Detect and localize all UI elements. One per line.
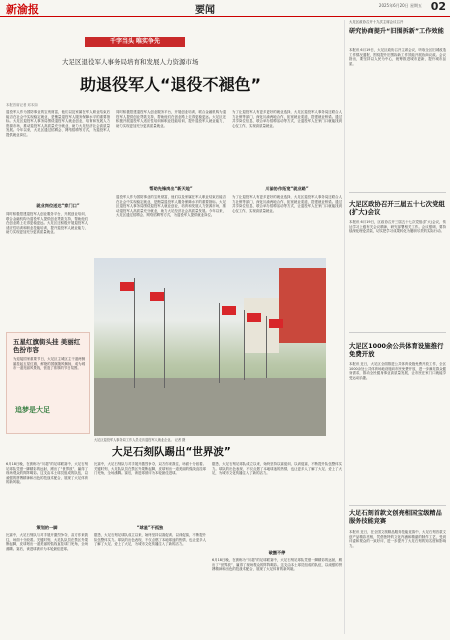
red-flag <box>150 292 164 301</box>
photo-caption: 大足区退役军人事务局工作人员走访退役军人就业企业。 记者 摄 <box>94 438 186 442</box>
newspaper-logo: 新渝报 <box>6 3 39 16</box>
flag-pole <box>164 288 165 388</box>
column-divider <box>344 20 345 634</box>
right-divider <box>349 192 446 193</box>
main-column-3b: 为了让退役军人有更多更好的就业选择，大足区退役军人事务局还联合人力社保等部门，深化川渝两地合作，拓宽就业渠道，搭建就业桥梁。通过共享岗位信息、联合举办招聘活动等方式，让退役军人在家门口就能找到心仪工作，实现高质量就业。 <box>232 195 342 213</box>
main-column-1: 退役军人作为国防事业的宝贵财富，他们以及家属在军人职业结束后能否在社会中实现稳定就业，是衡量退役军人服务保障水平的重要指标。大足区退役军人事务局围绕退役军人就业创业，培育和发展人力资源市场，推动退役军人高质量充分就业，助力大足经济社会高质量发展。今年以来，大足区通过招聘会、网络招聘等方式，为退役军人提供就业岗位。 <box>6 110 110 137</box>
feature-box <box>6 332 90 434</box>
feature-box-text: 为迎接国家重要节日，大足区主城区主干道两侧悬挂起五星红旗，鲜艳的国旗随风飘扬，成为城市一道亮丽风景线，营造了浓厚的节日氛围。 <box>13 357 85 371</box>
article2-column-3b: 6月18日晚，在被称为“川超”的足球联赛中，大足石刻足球队凭借一脚精彩的远射，踢出了“世界波”，赢得了现场观众的阵阵喝彩。这支由本土球员组成的队伍，以顽强的拼搏精神和出色的技战术配合，展现了大足体育的新风貌。 <box>212 558 342 572</box>
street-flags-photo <box>94 258 326 436</box>
flag-pole <box>244 310 245 380</box>
red-flag <box>120 282 134 291</box>
main-column-2b: 退役军人作为国防事业的宝贵财富，他们以及家属在军人职业结束后能否在社会中实现稳定就业，是衡量退役军人服务保障水平的重要指标。大足区退役军人事务局围绕退役军人就业创业，培育和发展人力资源市场，推动退役军人高质量充分就业，助力大足经济社会高质量发展。今年以来，大足区通过招聘会、网络招聘等方式，为退役军人提供就业岗位。 <box>116 195 226 218</box>
flag-pole <box>266 316 267 378</box>
red-flag <box>222 306 236 315</box>
flag-pole <box>134 278 135 388</box>
red-flag <box>269 319 283 328</box>
feature-box-logo: 追梦是大足 <box>15 406 50 414</box>
photo-road <box>94 378 326 436</box>
article2-column-1b: 比赛中，大足石刻队与对手展开激烈争夺，双方你来我往，场面十分胶着。关键时刻，大足队队员在禁区外果断起脚，皮球划出一道美丽的弧线直挂球门死角，全场沸腾。赛后，该进球被评为本轮最佳进球。 <box>6 533 88 551</box>
right-headline-1: 研究协商提升“旧围拆新”工作效能 <box>349 28 444 35</box>
right-headline-4: 大足石刻首款文创亮相国宝级精品服务技能竞赛 <box>349 510 442 525</box>
right-text-4: 本报讯 近日，在全国文旅精品服务技能竞赛中，大足石刻首款文创产品精彩亮相，凭借独特的文化内涵和精湛的制作工艺，受到评委和观众的一致好评，进一步提升了大足石刻的知名度和影响力。 <box>349 530 446 548</box>
masthead <box>0 0 450 17</box>
main-column-2: 同时积极搭建退役军人创业服务平台，开展创业培训，联合金融机构为退役军人提供创业贷款支持，帮助他们在创业路上走得更稳更远。大足区还积极开展退役军人适应性培训和职业技能培训，提升退役军人就业能力，助力实现更加充分更高质量就业。 <box>116 110 226 128</box>
right-divider <box>349 505 446 506</box>
article2-column-1: 6月18日晚，在被称为“川超”的足球联赛中，大足石刻足球队凭借一脚精彩的远射，踢出了“世界波”，赢得了现场观众的阵阵喝彩。这支由本土球员组成的队伍，以顽强的拼搏精神和出色的技战术配合，展现了大足体育的新风貌。 <box>6 462 88 485</box>
red-flag <box>247 313 261 322</box>
main-column-1b: 同时积极搭建退役军人创业服务平台，开展创业培训，联合金融机构为退役军人提供创业贷款支持，帮助他们在创业路上走得更稳更远。大足区还积极开展退役军人适应性培训和职业技能培训，提升退役军人就业能力，助力实现更加充分更高质量就业。 <box>6 212 88 235</box>
main-subhead-1: 就业岗位送达“家门口” <box>36 203 80 208</box>
article2-subhead-2: “球星”不孤独 <box>136 525 164 530</box>
slogan-banner: 千字当头 唯实争先 <box>85 37 185 47</box>
right-divider <box>349 332 446 333</box>
feature-box-title: 五星红旗街头挂 美丽红色扮市容 <box>13 338 81 354</box>
main-subtitle: 大足区退役军人事务局培育和发展人力资源市场 <box>62 58 199 66</box>
article2-headline: 大足石刻队踢出“世界波” <box>112 446 231 458</box>
page-number: 02 <box>430 0 446 13</box>
article2-column-2: 比赛中，大足石刻队与对手展开激烈争夺，双方你来我往，场面十分胶着。关键时刻，大足队队员在禁区外果断起脚，皮球划出一道美丽的弧线直挂球门死角，全场沸腾。赛后，该进球被评为本轮最佳进球。 <box>94 462 206 476</box>
article2-column-3: 据悉，大足石刻足球队成立以来，始终坚持以赛促训、以训促赛，不断提升队伍整体实力。球队的出色表现，不仅点燃了本地球迷的热情，也让更多人了解了大足、爱上了大足，为城市文化传播注入了新的活力。 <box>212 462 342 476</box>
photo-red-building <box>279 268 326 343</box>
section-title: 要闻 <box>195 5 215 16</box>
flag-pole <box>219 303 220 383</box>
article2-column-2b: 据悉，大足石刻足球队成立以来，始终坚持以赛促训、以训促赛，不断提升队伍整体实力。球队的出色表现，不仅点燃了本地球迷的热情，也让更多人了解了大足、爱上了大足，为城市文化传播注入了新的活力。 <box>94 533 206 547</box>
main-subhead-2: 帮助先锋岗出“新天地” <box>149 186 193 191</box>
right-headline-3: 大足区1000余公共体育设施推行免费开放 <box>349 342 444 358</box>
main-column-3: 为了让退役军人有更多更好的就业选择，大足区退役军人事务局还联合人力社保等部门，深化川渝两地合作，拓宽就业渠道，搭建就业桥梁。通过共享岗位信息、联合举办招聘活动等方式，让退役军人在家门口就能找到心仪工作，实现高质量就业。 <box>232 110 342 128</box>
right-text-3: 本报讯 近日，大足区全面推进公共体育设施免费开放工作，全区1000余处公共体育场地设施向市民免费开放，进一步满足群众健身需求，推动全民健身事业高质量发展，让市民在家门口就能享受运动乐趣。 <box>349 362 446 380</box>
issue-date: 2025年6月20日 星期五 <box>378 3 422 8</box>
right-headline-2: 大足区政协召开三届五十七次党组(扩大)会议 <box>349 200 445 216</box>
main-subhead-3: 川渝协作拓宽“就业路” <box>265 186 309 191</box>
article2-subhead-1: 策划的一脚 <box>36 525 58 530</box>
right-kicker-1: 大足区政协召开十九次主席会议召开 <box>349 20 404 24</box>
article2-subhead-3: 破圈不停 <box>268 550 286 555</box>
right-text-2: 本报讯 6月19日，区政协召开三届五十七次党组(扩大)会议，传达学习上级有关会议精神，研究部署相关工作。会议强调，要持续深化理论武装，切实把学习成果转化为履职尽责的实际行动。 <box>349 220 446 234</box>
main-byline: 本报首席记者 邓本如 <box>6 103 38 107</box>
right-text-1: 本报讯 6月19日，大足区政协召开主席会议，听取全区旧城改造工作情况通报，围绕提升旧围拆新工作效能开展协商议政。会议指出，要坚持以人民为中心，统筹推进城市更新，提升城市品质。 <box>349 48 446 66</box>
main-headline: 助退役军人“退役不褪色” <box>80 75 262 94</box>
